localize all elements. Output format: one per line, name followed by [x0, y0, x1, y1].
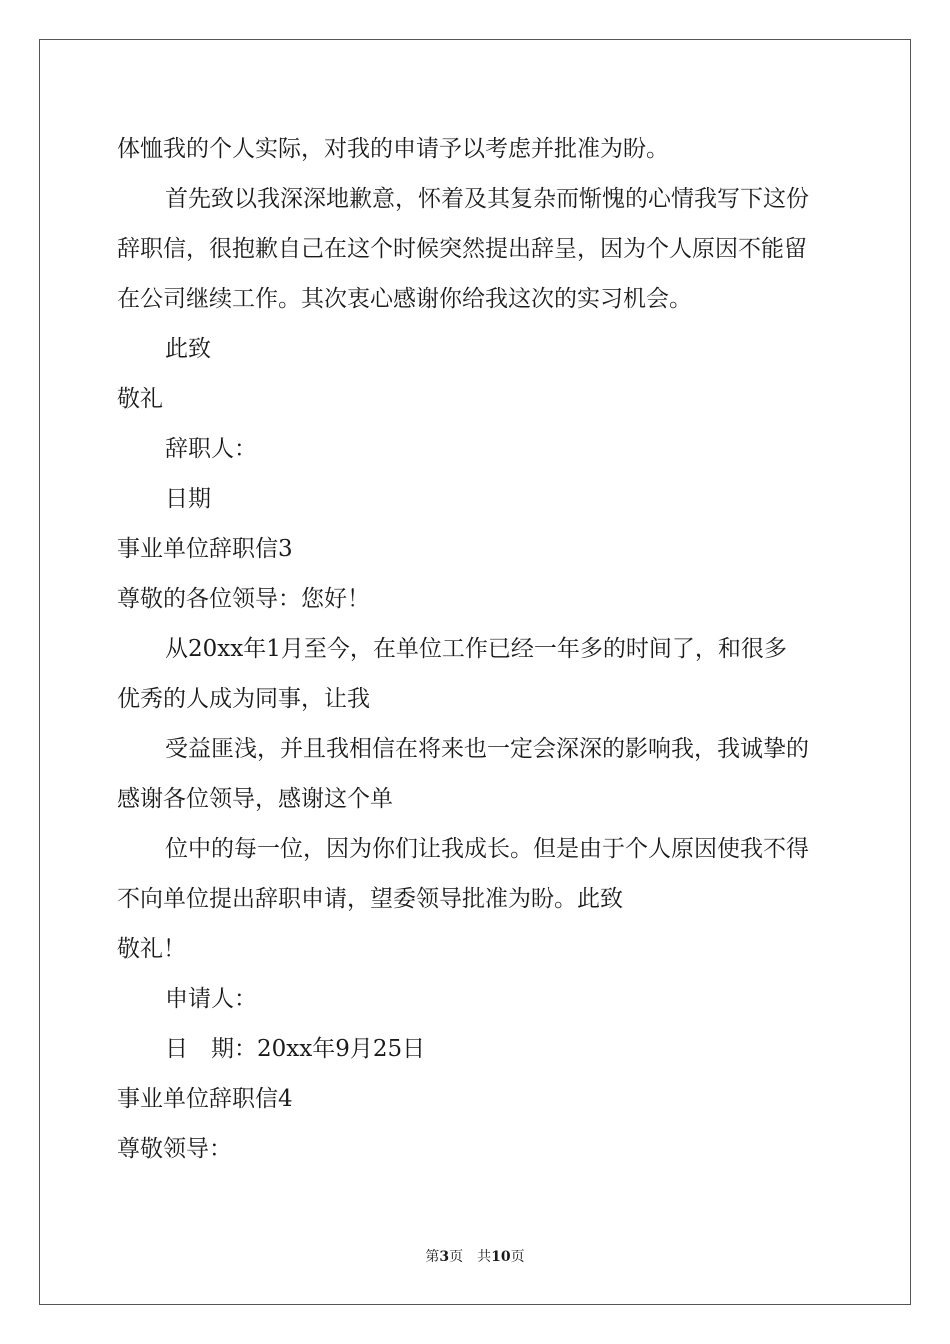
page-footer: [0, 1247, 950, 1267]
body-line: 在公司继续工作。其次衷心感谢你给我这次的实习机会。: [117, 286, 692, 312]
footer-total-pages: 10: [491, 1249, 511, 1265]
footer-mid: 页 共: [449, 1249, 492, 1265]
footer-suffix: 页: [510, 1249, 525, 1265]
footer-prefix: 第: [425, 1249, 440, 1265]
body-line: 从20xx年1月至今，在单位工作已经一年多的时间了，和很多: [165, 636, 787, 662]
body-line: 不向单位提出辞职申请，望委领导批准为盼。此致: [117, 886, 623, 912]
footer-page-number: 3: [439, 1249, 450, 1265]
greeting: 尊敬领导：: [117, 1136, 232, 1162]
body-line: 位中的每一位，因为你们让我成长。但是由于个人原因使我不得: [165, 836, 809, 862]
closing-salutation: 此致: [165, 336, 211, 362]
body-line: 感谢各位领导，感谢这个单: [117, 786, 393, 812]
date-line: 日 期：20xx年9月25日: [165, 1036, 426, 1062]
closing-regards: 敬礼: [117, 386, 163, 412]
body-line: 体恤我的个人实际，对我的申请予以考虑并批准为盼。: [117, 136, 669, 162]
date-label: 日期: [165, 486, 211, 512]
body-line: 优秀的人成为同事，让我: [117, 686, 370, 712]
signature-label: 申请人：: [165, 986, 257, 1012]
closing-regards: 敬礼！: [117, 936, 186, 962]
greeting: 尊敬的各位领导：您好！: [117, 586, 370, 612]
body-line: 首先致以我深深地歉意，怀着及其复杂而惭愧的心情我写下这份: [165, 186, 809, 212]
body-line: 辞职信，很抱歉自己在这个时候突然提出辞呈，因为个人原因不能留: [117, 236, 807, 262]
page-border: [39, 39, 911, 1305]
section-heading: 事业单位辞职信4: [117, 1086, 293, 1112]
signature-label: 辞职人：: [165, 436, 257, 462]
body-line: 受益匪浅，并且我相信在将来也一定会深深的影响我，我诚挚的: [165, 736, 809, 762]
section-heading: 事业单位辞职信3: [117, 536, 293, 562]
